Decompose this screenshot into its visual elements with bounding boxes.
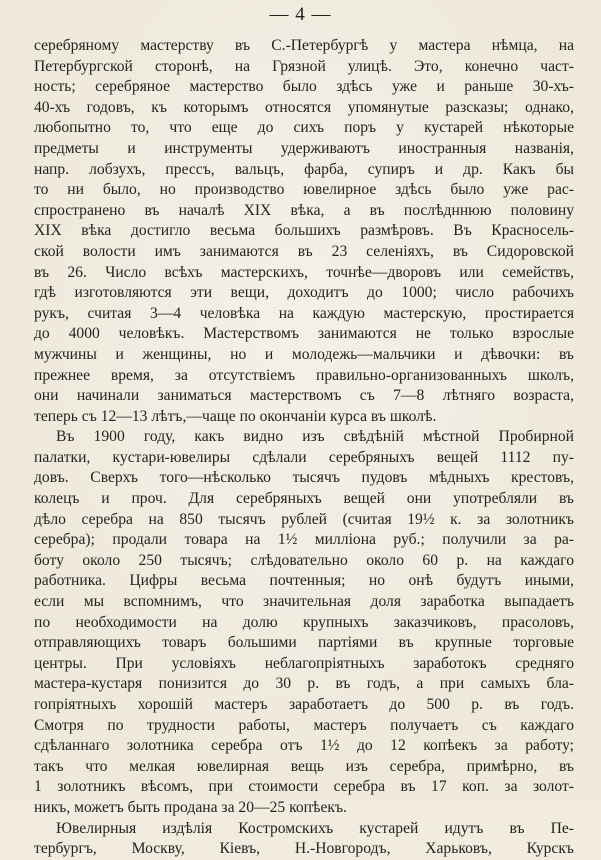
text-line: никъ, можетъ быть продана за 20—25 копѣекъ. — [34, 798, 347, 816]
text-line: XIX вѣка достигло весьма большихъ размѣровъ. Въ Красносель- — [34, 222, 574, 240]
text-line: прежнее время, за отсутствіемъ правильно-организованныхъ школъ, — [34, 366, 574, 384]
text-line: довъ. Сверхъ того—нѣсколько тысячъ пудовъ мѣдныхъ крестовъ, — [34, 469, 574, 487]
text-line: гопріятныхъ хорошій мастеръ заработаетъ до 500 р. въ годъ. — [34, 696, 574, 713]
page-header: — 4 — — [269, 4, 332, 25]
text-line: тербургъ, Москву, Кіевъ, Н.-Новгородъ, Харьковъ, Курскъ — [34, 840, 574, 858]
text-line: предметы и инструменты удерживаютъ иностранныя названія, — [34, 139, 574, 157]
text-line: серебряному мастерству въ С.-Петербургѣ у мастера нѣмца, на — [34, 37, 574, 54]
text-line: такъ что мелкая ювелирная вещь изъ серебра, примѣрно, въ — [34, 757, 574, 775]
text-line: ность; серебряное мастерство было здѣсь уже и раньше 30-хъ- — [34, 78, 574, 96]
text-line: 40-хъ годовъ, къ которымъ относятся упомянутые разсказы; однако, — [34, 98, 574, 116]
text-line: напр. лобзухъ, прессъ, вальцъ, фарба, супиръ и др. Какъ бы — [34, 160, 574, 178]
text-line: Ювелирныя издѣлія Костромскихъ кустарей идутъ въ Пе- — [56, 819, 574, 837]
text-line: любопытно то, что еще до сихъ поръ у кустарей нѣкоторые — [34, 119, 574, 137]
text-line: то ни было, но производство ювелирное здѣсь было уже рас- — [34, 181, 574, 199]
text-line: мастера-кустаря понизится до 30 р. въ годъ, а при самыхъ бла- — [34, 675, 574, 693]
text-line: Петербургской сторонѣ, на Грязной улицѣ. Это, конечно част- — [34, 57, 574, 75]
body-text — [34, 36, 574, 860]
text-line: центры. При условіяхъ неблагопріятныхъ заработокъ средняго — [34, 654, 574, 672]
text-line: отправляющихъ товаръ большими партіями въ крупные торговые — [34, 634, 574, 652]
text-line: въ 26. Число всѣхъ мастерскихъ, точнѣе—дворовъ или семействъ, — [34, 263, 574, 281]
text-line: если мы вспомнимъ, что значительная доля заработка выпадаетъ — [34, 593, 574, 611]
text-line: теперь съ 12—13 лѣтъ,—чаще по окончаніи курса въ школѣ. — [34, 407, 437, 425]
text-line: спространено въ началѣ XIX вѣка, а въ послѣдннюю половину — [34, 201, 574, 219]
text-line: колецъ и проч. Для серебряныхъ вещей они употребляли въ — [34, 490, 574, 508]
text-line: рукъ, считая 3—4 человѣка на каждую мастерскую, простирается — [34, 304, 574, 322]
text-line: 1 золотникъ вѣсомъ, при стоимости серебра въ 17 коп. за золот- — [34, 778, 574, 796]
text-line: они начинали заниматься мастерствомъ съ 7—8 лѣтняго возраста, — [34, 387, 574, 405]
text-line: мужчины и женщины, но и молодежь—мальчики и дѣвочки: въ — [34, 345, 574, 363]
text-line: гдѣ изготовляются эти вещи, доходитъ до 1000; число рабочихъ — [34, 284, 574, 302]
text-line: дѣло серебра на 850 тысячъ рублей (считая 19½ к. за золотникъ — [34, 510, 574, 528]
text-line: работника. Цифры весьма почтенныя; но онѣ будутъ иными, — [34, 572, 574, 590]
text-line: ской волости имъ занимаются въ 23 селеніяхъ, въ Сидоровской — [34, 242, 574, 260]
text-line: Въ 1900 году, какъ видно изъ свѣдѣній мѣстной Пробирной — [56, 428, 574, 446]
text-line: сдѣланнаго золотника серебра отъ 1½ до 12 копѣекъ за работу; — [34, 737, 574, 755]
text-line: палатки, кустари-ювелиры сдѣлали серебряныхъ вещей 1112 пу- — [34, 448, 574, 466]
text-line: Смотря по трудности работы, мастеръ получаетъ съ каждаго — [34, 716, 574, 734]
text-line: по необходимости на долю крупныхъ заказчиковъ, прасоловъ, — [34, 613, 574, 631]
text-line: до 4000 человѣкъ. Мастерствомъ занимаются не только взрослые — [34, 325, 574, 343]
text-line: серебра); продали товара на 1½ милліона руб.; получили за ра- — [34, 531, 574, 549]
text-line: боту около 250 тысячъ; слѣдовательно около 60 р. на каждаго — [34, 551, 574, 569]
